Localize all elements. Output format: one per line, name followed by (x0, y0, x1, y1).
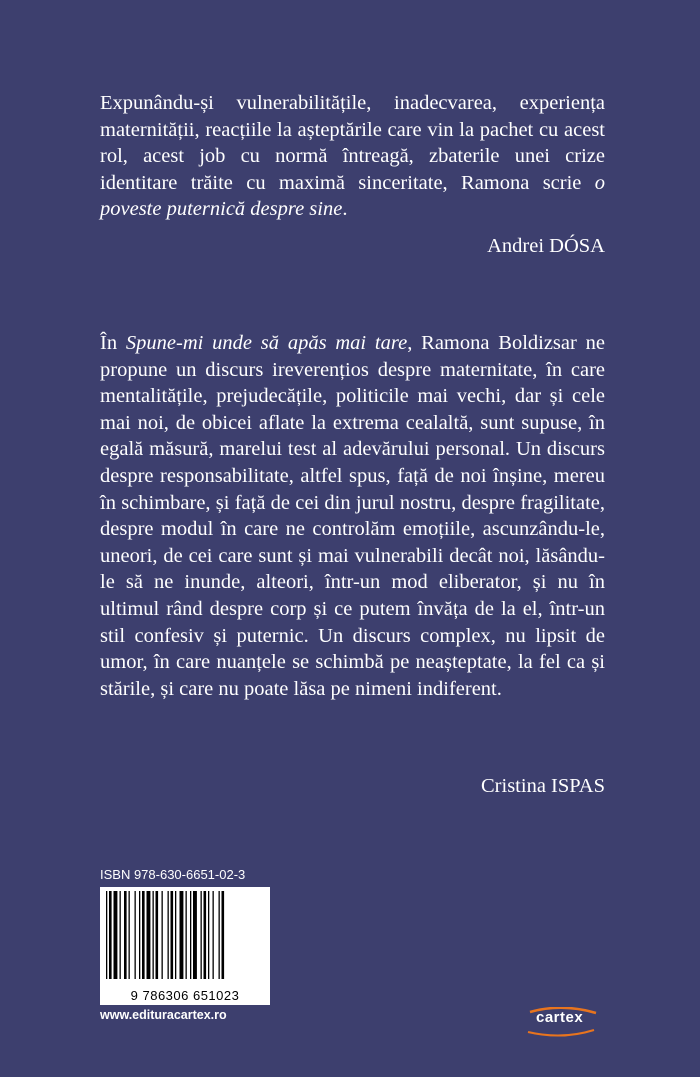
back-cover-blurb-bottom (100, 330, 605, 702)
blurb-bottom-author: Cristina ISPAS (481, 775, 605, 797)
isbn-barcode (100, 887, 270, 1005)
blurb-bottom-text-2: , Ramona Boldizsar ne propune un discurs ireverențios despre maternitate, în care mentalitățile, prejudecățile, politicile mai vechi, dar și cele mai noi, de obicei aflate la extrema cealaltă, sunt supuse, în egală măsură, marelui test al adevărului personal. Un discurs despre responsabilitate, altfel spus, față de noi înșine, mereu în schimbare, și față de cei din jurul nostru, despre fragilitate, despre modul în care ne controlăm emoțiile, ascunzându-le, uneori, de cei care sunt și mai vulnerabili decât noi, lăsându-le să ne inunde, alteori, într-un mod eliberator, și nu în ultimul rând despre corp și ce putem învăța de la el, într-un stil confesiv și puternic. Un discurs complex, nu lipsit de umor, în care nuanțele se schimbă pe neașteptate, la fel ca și stările, și care nu poate lăsa pe nimeni indiferent. (100, 332, 605, 700)
blurb-top-text-1: Expunându-și vulnerabilitățile, inadecvarea, experiența maternității, reacțiile la așteptările care vin la pachet cu acest rol, acest job cu normă întreagă, zbaterile unei crize identitare trăite cu maximă sinceritate, Ramona scrie (100, 92, 605, 194)
barcode-bars-icon (104, 891, 266, 981)
blurb-bottom-italic: Spune-mi unde să apăs mai tare (125, 332, 408, 354)
blurb-top-italic: o poveste puternică despre sine (100, 171, 605, 221)
back-cover-blurb-top (100, 90, 605, 223)
blurb-top-text-2: . (342, 198, 348, 221)
logo-wordmark: cartex (536, 1009, 584, 1026)
blurb-bottom-text-1: În (100, 332, 126, 354)
publisher-logo (522, 1007, 602, 1037)
publisher-website: www.edituracartex.ro (100, 1008, 227, 1022)
barcode-number: 9 786306 651023 (130, 988, 240, 1003)
blurb-top-author: Andrei DÓSA (487, 235, 605, 257)
isbn-label: ISBN 978-630-6651-02-3 (100, 867, 246, 882)
